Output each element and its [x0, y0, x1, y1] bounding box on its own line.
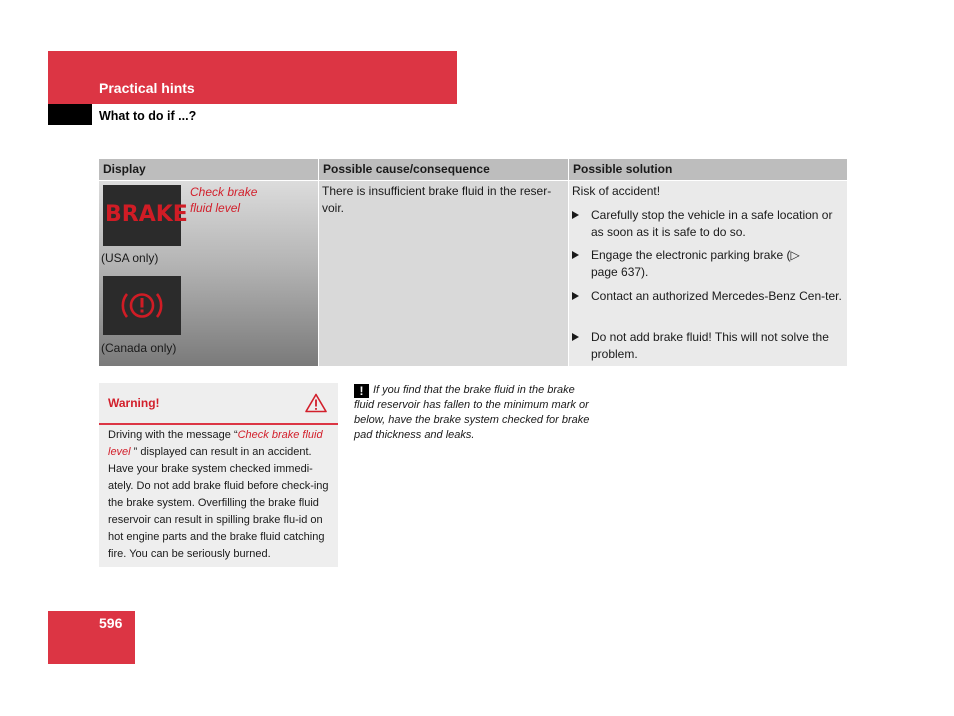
solution-text: Carefully stop the vehicle in a safe location or as soon as it is safe to do so.	[591, 208, 833, 239]
list-item	[572, 247, 844, 280]
cause-text: There is insufficient brake fluid in the reser-voir.	[322, 184, 552, 215]
display-cell	[99, 181, 318, 366]
canada-only-label: (Canada only)	[101, 341, 177, 355]
list-item	[572, 329, 844, 362]
bullet-arrow-icon	[572, 333, 579, 341]
solution-text: Engage the electronic parking brake (▷ page 637).	[591, 248, 800, 279]
column-header-solution: Possible solution	[568, 159, 847, 180]
indicator-table	[99, 159, 847, 366]
bullet-arrow-icon	[572, 251, 579, 259]
section-title: Practical hints	[99, 80, 195, 96]
warning-body	[108, 427, 332, 563]
note-block	[354, 383, 594, 443]
solution-cell	[568, 181, 847, 366]
bullet-arrow-icon	[572, 292, 579, 300]
brake-lamp-text: BRAKE	[105, 202, 188, 227]
warning-title: Warning!	[108, 396, 160, 410]
brake-circle-exclamation-icon	[103, 276, 181, 335]
warning-text-start: Driving with the message “	[108, 429, 238, 441]
page-number: 596	[99, 615, 123, 631]
list-item	[572, 288, 844, 305]
cause-cell	[318, 181, 568, 366]
subsection-title: What to do if ...?	[99, 109, 197, 123]
column-header-display: Display	[99, 159, 318, 180]
usa-only-label: (USA only)	[101, 251, 159, 265]
header-band	[48, 51, 457, 104]
brake-warning-lamp-icon	[103, 185, 188, 246]
header-marker	[48, 104, 92, 125]
solution-text: Contact an authorized Mercedes-Benz Cen-ter.	[591, 289, 842, 303]
column-header-cause: Possible cause/consequence	[318, 159, 568, 180]
warning-box	[99, 383, 338, 567]
warning-text-end: ” displayed can result in an accident. Have your brake system checked immedi-ately. Do not add brake fluid before check-ing the brake system. Overfilling the brake fluid reservoir can result in spilling brake flu-id on hot engine parts and the brake fluid catching fire. You can be seriously burned.	[108, 446, 329, 560]
bullet-arrow-icon	[572, 211, 579, 219]
warning-message-highlight: Check brake fluid level	[108, 429, 323, 458]
list-item	[572, 207, 844, 240]
solution-text: Do not add brake fluid! This will not solve the problem.	[591, 330, 829, 361]
solution-intro: Risk of accident!	[572, 184, 661, 198]
warning-header	[99, 383, 338, 425]
note-text: If you find that the brake fluid in the brake fluid reservoir has fallen to the minimum mark or below, have the brake system checked for brake pad thickness and leaks.	[354, 384, 590, 441]
exclamation-icon: !	[354, 384, 369, 398]
warning-triangle-icon	[305, 393, 327, 418]
display-message: Check brake fluid level	[190, 185, 258, 215]
